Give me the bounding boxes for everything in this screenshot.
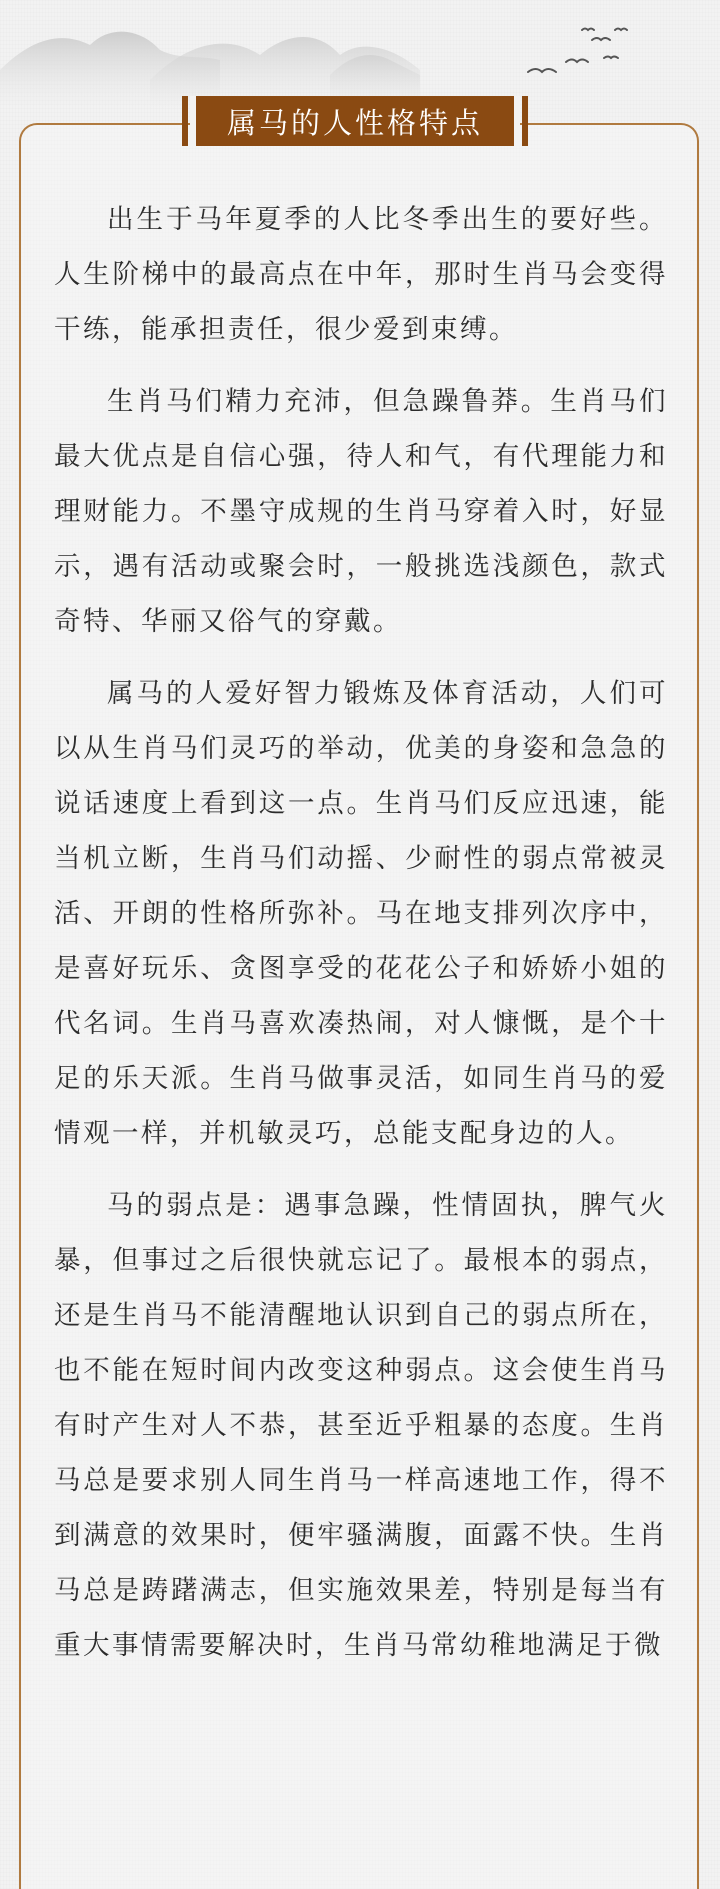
paragraph-2: 生肖马们精力充沛，但急躁鲁莽。生肖马们最大优点是自信心强，待人和气，有代理能力和理财能力。不墨守成规的生肖马穿着入时，好显示，遇有活动或聚会时，一般挑选浅颜色，款式奇特、华丽又俗气的穿戴。: [54, 386, 668, 637]
article-body: [54, 192, 668, 1690]
paragraph-4: 马的弱点是：遇事急躁，性情固执，脾气火暴，但事过之后很快就忘记了。最根本的弱点，还是生肖马不能清醒地认识到自己的弱点所在，也不能在短时间内改变这种弱点。这会使生肖马有时产生对人不恭，甚至近乎粗暴的态度。生肖马总是要求别人同生肖马一样高速地工作，得不到满意的效果时，便牢骚满腹，面露不快。生肖马总是踌躇满志，但实施效果差，特别是每当有重大事情需要解决时，生肖马常幼稚地满足于微: [54, 1190, 668, 1661]
flying-birds-illustration: [528, 29, 627, 73]
paragraph-3: 属马的人爱好智力锻炼及体育活动，人们可以从生肖马们灵巧的举动，优美的身姿和急急的说话速度上看到这一点。生肖马们反应迅速，能当机立断，生肖马们动摇、少耐性的弱点常被灵活、开朗的性格所弥补。马在地支排列次序中，是喜好玩乐、贪图享受的花花公子和娇娇小姐的代名词。生肖马喜欢凑热闹，对人慷慨，是个十足的乐天派。生肖马做事灵活，如同生肖马的爱情观一样，并机敏灵巧，总能支配身边的人。: [54, 678, 668, 1149]
ink-mountain-illustration: [0, 0, 720, 110]
section-title-text: 属马的人性格特点: [226, 105, 483, 140]
section-title: [190, 96, 520, 146]
paragraph-1: 出生于马年夏季的人比冬季出生的要好些。人生阶梯中的最高点在中年，那时生肖马会变得干练，能承担责任，很少爱到束缚。: [54, 204, 668, 345]
